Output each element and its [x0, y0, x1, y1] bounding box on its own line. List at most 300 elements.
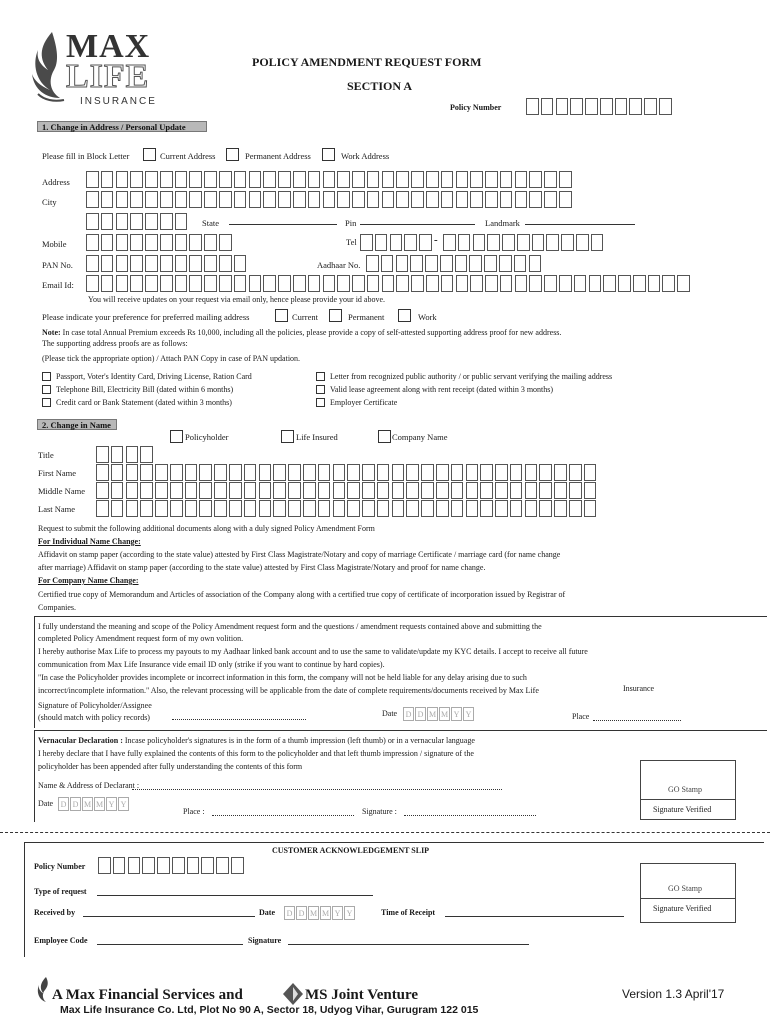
char-box[interactable] [347, 464, 360, 481]
mobile-boxes[interactable] [86, 234, 234, 251]
proof-6-checkbox[interactable] [316, 398, 325, 407]
char-box[interactable] [584, 500, 597, 517]
char-box[interactable] [396, 255, 409, 272]
char-box[interactable] [421, 464, 434, 481]
char-box[interactable] [456, 191, 469, 208]
char-box[interactable] [485, 191, 498, 208]
char-box[interactable] [515, 171, 528, 188]
char-box[interactable] [175, 234, 188, 251]
char-box[interactable] [419, 234, 432, 251]
char-box[interactable] [249, 275, 262, 292]
char-box[interactable] [554, 464, 567, 481]
char-box[interactable] [377, 482, 390, 499]
char-box[interactable] [451, 464, 464, 481]
char-box[interactable] [569, 482, 582, 499]
char-box[interactable] [86, 191, 99, 208]
date-box[interactable]: M [427, 707, 438, 721]
go-stamp-box-2[interactable] [640, 863, 736, 923]
char-box[interactable] [219, 171, 232, 188]
char-box[interactable] [411, 171, 424, 188]
char-box[interactable] [436, 464, 449, 481]
char-box[interactable] [362, 482, 375, 499]
date-box[interactable]: M [82, 797, 93, 811]
char-box[interactable] [263, 171, 276, 188]
char-box[interactable] [234, 171, 247, 188]
char-box[interactable] [130, 191, 143, 208]
char-box[interactable] [352, 191, 365, 208]
char-box[interactable] [677, 275, 690, 292]
vern-name-addr-line[interactable] [132, 789, 502, 790]
char-box[interactable] [175, 255, 188, 272]
char-box[interactable] [318, 464, 331, 481]
char-box[interactable] [140, 482, 153, 499]
char-box[interactable] [546, 234, 559, 251]
char-box[interactable] [406, 500, 419, 517]
char-box[interactable] [421, 500, 434, 517]
char-box[interactable] [175, 171, 188, 188]
char-box[interactable] [308, 275, 321, 292]
vern-date-boxes[interactable] [58, 797, 130, 811]
char-box[interactable] [244, 500, 257, 517]
char-box[interactable] [485, 275, 498, 292]
char-box[interactable] [86, 234, 99, 251]
char-box[interactable] [185, 464, 198, 481]
char-box[interactable] [347, 482, 360, 499]
char-box[interactable] [244, 464, 257, 481]
slip-signature-line[interactable] [288, 944, 529, 945]
char-box[interactable] [469, 255, 482, 272]
char-box[interactable] [160, 275, 173, 292]
char-box[interactable] [500, 275, 513, 292]
policy-number-boxes[interactable] [526, 98, 674, 115]
char-box[interactable] [229, 482, 242, 499]
char-box[interactable] [219, 191, 232, 208]
char-box[interactable] [111, 482, 124, 499]
char-box[interactable] [510, 482, 523, 499]
char-box[interactable] [456, 275, 469, 292]
aadhaar-boxes[interactable] [366, 255, 543, 272]
char-box[interactable] [618, 275, 631, 292]
char-box[interactable] [554, 500, 567, 517]
char-box[interactable] [204, 275, 217, 292]
char-box[interactable] [219, 255, 232, 272]
char-box[interactable] [244, 482, 257, 499]
char-box[interactable] [323, 171, 336, 188]
char-box[interactable] [273, 500, 286, 517]
middle-name-boxes[interactable] [96, 482, 599, 499]
char-box[interactable] [382, 171, 395, 188]
char-box[interactable] [485, 171, 498, 188]
char-box[interactable] [172, 857, 185, 874]
char-box[interactable] [293, 171, 306, 188]
char-box[interactable] [411, 191, 424, 208]
char-box[interactable] [130, 255, 143, 272]
tel-boxes[interactable] [443, 234, 606, 251]
char-box[interactable] [116, 191, 129, 208]
slip-type-line[interactable] [97, 895, 373, 896]
char-box[interactable] [539, 464, 552, 481]
char-box[interactable] [288, 500, 301, 517]
char-box[interactable] [126, 500, 139, 517]
char-box[interactable] [170, 500, 183, 517]
char-box[interactable] [404, 234, 417, 251]
char-box[interactable] [514, 255, 527, 272]
char-box[interactable] [480, 482, 493, 499]
city-boxes[interactable] [86, 213, 189, 230]
char-box[interactable] [333, 500, 346, 517]
proof-2-checkbox[interactable] [42, 385, 51, 394]
char-box[interactable] [510, 500, 523, 517]
char-box[interactable] [308, 191, 321, 208]
char-box[interactable] [130, 275, 143, 292]
char-box[interactable] [170, 464, 183, 481]
date-box[interactable]: M [308, 906, 319, 920]
date-box[interactable]: M [320, 906, 331, 920]
char-box[interactable] [189, 255, 202, 272]
char-box[interactable] [259, 464, 272, 481]
char-box[interactable] [130, 234, 143, 251]
char-box[interactable] [130, 213, 143, 230]
char-box[interactable] [517, 234, 530, 251]
date-box[interactable]: M [94, 797, 105, 811]
char-box[interactable] [584, 464, 597, 481]
address-boxes-2[interactable] [86, 191, 574, 208]
slip-received-line[interactable] [83, 916, 255, 917]
char-box[interactable] [111, 500, 124, 517]
char-box[interactable] [155, 464, 168, 481]
char-box[interactable] [396, 171, 409, 188]
char-box[interactable] [337, 191, 350, 208]
date-box[interactable]: D [415, 707, 426, 721]
char-box[interactable] [662, 275, 675, 292]
char-box[interactable] [187, 857, 200, 874]
char-box[interactable] [500, 191, 513, 208]
char-box[interactable] [145, 255, 158, 272]
char-box[interactable] [145, 234, 158, 251]
char-box[interactable] [303, 500, 316, 517]
char-box[interactable] [234, 255, 247, 272]
char-box[interactable] [101, 234, 114, 251]
char-box[interactable] [392, 464, 405, 481]
char-box[interactable] [362, 500, 375, 517]
char-box[interactable] [288, 482, 301, 499]
pref-work-checkbox[interactable] [398, 309, 411, 322]
char-box[interactable] [515, 191, 528, 208]
char-box[interactable] [470, 171, 483, 188]
proof-4-checkbox[interactable] [316, 372, 325, 381]
char-box[interactable] [189, 275, 202, 292]
char-box[interactable] [86, 255, 99, 272]
char-box[interactable] [426, 275, 439, 292]
char-box[interactable] [455, 255, 468, 272]
address-boxes-1[interactable] [86, 171, 574, 188]
slip-time-line[interactable] [445, 916, 624, 917]
char-box[interactable] [392, 482, 405, 499]
landmark-line[interactable] [525, 224, 635, 225]
char-box[interactable] [231, 857, 244, 874]
char-box[interactable] [145, 275, 158, 292]
char-box[interactable] [367, 275, 380, 292]
char-box[interactable] [406, 482, 419, 499]
char-box[interactable] [318, 500, 331, 517]
char-box[interactable] [86, 275, 99, 292]
char-box[interactable] [559, 275, 572, 292]
char-box[interactable] [525, 464, 538, 481]
permanent-address-checkbox[interactable] [226, 148, 239, 161]
char-box[interactable] [170, 482, 183, 499]
char-box[interactable] [466, 500, 479, 517]
char-box[interactable] [367, 191, 380, 208]
char-box[interactable] [554, 482, 567, 499]
char-box[interactable] [559, 191, 572, 208]
company-name-checkbox[interactable] [378, 430, 391, 443]
char-box[interactable] [101, 275, 114, 292]
char-box[interactable] [456, 171, 469, 188]
char-box[interactable] [249, 171, 262, 188]
char-box[interactable] [411, 275, 424, 292]
char-box[interactable] [396, 191, 409, 208]
char-box[interactable] [204, 255, 217, 272]
char-box[interactable] [603, 275, 616, 292]
char-box[interactable] [229, 464, 242, 481]
char-box[interactable] [539, 482, 552, 499]
char-box[interactable] [451, 500, 464, 517]
char-box[interactable] [436, 500, 449, 517]
char-box[interactable] [273, 482, 286, 499]
char-box[interactable] [323, 191, 336, 208]
char-box[interactable] [529, 255, 542, 272]
char-box[interactable] [199, 464, 212, 481]
char-box[interactable] [199, 500, 212, 517]
char-box[interactable] [160, 191, 173, 208]
char-box[interactable] [544, 191, 557, 208]
char-box[interactable] [426, 191, 439, 208]
char-box[interactable] [495, 500, 508, 517]
char-box[interactable] [406, 464, 419, 481]
tel-std-boxes[interactable] [360, 234, 434, 251]
char-box[interactable] [576, 234, 589, 251]
policyholder-checkbox[interactable] [170, 430, 183, 443]
char-box[interactable] [441, 275, 454, 292]
char-box[interactable] [263, 191, 276, 208]
char-box[interactable] [466, 482, 479, 499]
char-box[interactable] [293, 275, 306, 292]
char-box[interactable] [113, 857, 126, 874]
char-box[interactable] [470, 191, 483, 208]
char-box[interactable] [648, 275, 661, 292]
char-box[interactable] [199, 482, 212, 499]
date-box[interactable]: Y [344, 906, 355, 920]
char-box[interactable] [426, 171, 439, 188]
char-box[interactable] [337, 171, 350, 188]
char-box[interactable] [375, 234, 388, 251]
char-box[interactable] [229, 500, 242, 517]
work-address-checkbox[interactable] [322, 148, 335, 161]
char-box[interactable] [189, 234, 202, 251]
char-box[interactable] [470, 275, 483, 292]
char-box[interactable] [101, 171, 114, 188]
slip-employee-line[interactable] [97, 944, 243, 945]
char-box[interactable] [128, 857, 141, 874]
char-box[interactable] [352, 275, 365, 292]
char-box[interactable] [293, 191, 306, 208]
char-box[interactable] [396, 275, 409, 292]
current-address-checkbox[interactable] [143, 148, 156, 161]
char-box[interactable] [175, 213, 188, 230]
char-box[interactable] [574, 275, 587, 292]
char-box[interactable] [185, 482, 198, 499]
char-box[interactable] [140, 446, 153, 463]
vern-signature-line[interactable] [404, 815, 536, 816]
date-box[interactable]: D [296, 906, 307, 920]
char-box[interactable] [436, 482, 449, 499]
proof-5-checkbox[interactable] [316, 385, 325, 394]
char-box[interactable] [145, 171, 158, 188]
char-box[interactable] [278, 275, 291, 292]
date-box[interactable]: Y [118, 797, 129, 811]
char-box[interactable] [214, 500, 227, 517]
char-box[interactable] [303, 464, 316, 481]
char-box[interactable] [510, 464, 523, 481]
decl-date-boxes[interactable] [403, 707, 475, 721]
char-box[interactable] [130, 171, 143, 188]
char-box[interactable] [480, 500, 493, 517]
char-box[interactable] [347, 500, 360, 517]
char-box[interactable] [111, 464, 124, 481]
char-box[interactable] [86, 213, 99, 230]
char-box[interactable] [234, 191, 247, 208]
char-box[interactable] [421, 482, 434, 499]
char-box[interactable] [116, 234, 129, 251]
char-box[interactable] [175, 275, 188, 292]
char-box[interactable] [126, 446, 139, 463]
char-box[interactable] [101, 191, 114, 208]
char-box[interactable] [525, 500, 538, 517]
char-box[interactable] [337, 275, 350, 292]
char-box[interactable] [204, 234, 217, 251]
slip-policy-number-boxes[interactable] [98, 857, 246, 874]
char-box[interactable] [145, 191, 158, 208]
char-box[interactable] [367, 171, 380, 188]
char-box[interactable] [160, 213, 173, 230]
char-box[interactable] [111, 446, 124, 463]
date-box[interactable]: Y [451, 707, 462, 721]
decl-place-line[interactable] [593, 720, 681, 721]
char-box[interactable] [495, 464, 508, 481]
char-box[interactable] [561, 234, 574, 251]
char-box[interactable] [263, 275, 276, 292]
char-box[interactable] [458, 234, 471, 251]
char-box[interactable] [529, 275, 542, 292]
life-insured-checkbox[interactable] [281, 430, 294, 443]
title-boxes[interactable] [96, 446, 155, 463]
char-box[interactable] [116, 171, 129, 188]
char-box[interactable] [185, 500, 198, 517]
char-box[interactable] [440, 255, 453, 272]
char-box[interactable] [157, 857, 170, 874]
date-box[interactable]: Y [463, 707, 474, 721]
proof-1-checkbox[interactable] [42, 372, 51, 381]
char-box[interactable] [96, 500, 109, 517]
char-box[interactable] [484, 255, 497, 272]
char-box[interactable] [303, 482, 316, 499]
char-box[interactable] [382, 191, 395, 208]
char-box[interactable] [214, 464, 227, 481]
char-box[interactable] [569, 500, 582, 517]
char-box[interactable] [382, 275, 395, 292]
char-box[interactable] [377, 464, 390, 481]
char-box[interactable] [278, 191, 291, 208]
char-box[interactable] [500, 171, 513, 188]
char-box[interactable] [155, 482, 168, 499]
char-box[interactable] [381, 255, 394, 272]
char-box[interactable] [584, 482, 597, 499]
char-box[interactable] [466, 464, 479, 481]
char-box[interactable] [390, 234, 403, 251]
char-box[interactable] [539, 500, 552, 517]
date-box[interactable]: D [70, 797, 81, 811]
char-box[interactable] [352, 171, 365, 188]
char-box[interactable] [425, 255, 438, 272]
last-name-boxes[interactable] [96, 500, 599, 517]
date-box[interactable]: D [403, 707, 414, 721]
char-box[interactable] [204, 191, 217, 208]
char-box[interactable] [98, 857, 111, 874]
char-box[interactable] [559, 171, 572, 188]
char-box[interactable] [126, 464, 139, 481]
char-box[interactable] [591, 234, 604, 251]
char-box[interactable] [201, 857, 214, 874]
char-box[interactable] [101, 213, 114, 230]
char-box[interactable] [529, 191, 542, 208]
char-box[interactable] [278, 171, 291, 188]
char-box[interactable] [96, 446, 109, 463]
char-box[interactable] [234, 275, 247, 292]
char-box[interactable] [160, 234, 173, 251]
first-name-boxes[interactable] [96, 464, 599, 481]
vern-place-line[interactable] [212, 815, 354, 816]
char-box[interactable] [366, 255, 379, 272]
char-box[interactable] [189, 191, 202, 208]
char-box[interactable] [145, 213, 158, 230]
date-box[interactable]: M [439, 707, 450, 721]
char-box[interactable] [318, 482, 331, 499]
char-box[interactable] [160, 255, 173, 272]
char-box[interactable] [116, 213, 129, 230]
state-line[interactable] [229, 224, 337, 225]
slip-date-boxes[interactable] [284, 906, 356, 920]
char-box[interactable] [116, 255, 129, 272]
char-box[interactable] [487, 234, 500, 251]
char-box[interactable] [273, 464, 286, 481]
char-box[interactable] [525, 482, 538, 499]
char-box[interactable] [288, 464, 301, 481]
email-boxes[interactable] [86, 275, 692, 292]
char-box[interactable] [219, 275, 232, 292]
char-box[interactable] [410, 255, 423, 272]
char-box[interactable] [189, 171, 202, 188]
char-box[interactable] [544, 171, 557, 188]
decl-signature-line[interactable] [172, 719, 306, 720]
char-box[interactable] [362, 464, 375, 481]
pan-boxes[interactable] [86, 255, 249, 272]
char-box[interactable] [473, 234, 486, 251]
char-box[interactable] [495, 482, 508, 499]
char-box[interactable] [219, 234, 232, 251]
char-box[interactable] [392, 500, 405, 517]
char-box[interactable] [589, 275, 602, 292]
char-box[interactable] [323, 275, 336, 292]
